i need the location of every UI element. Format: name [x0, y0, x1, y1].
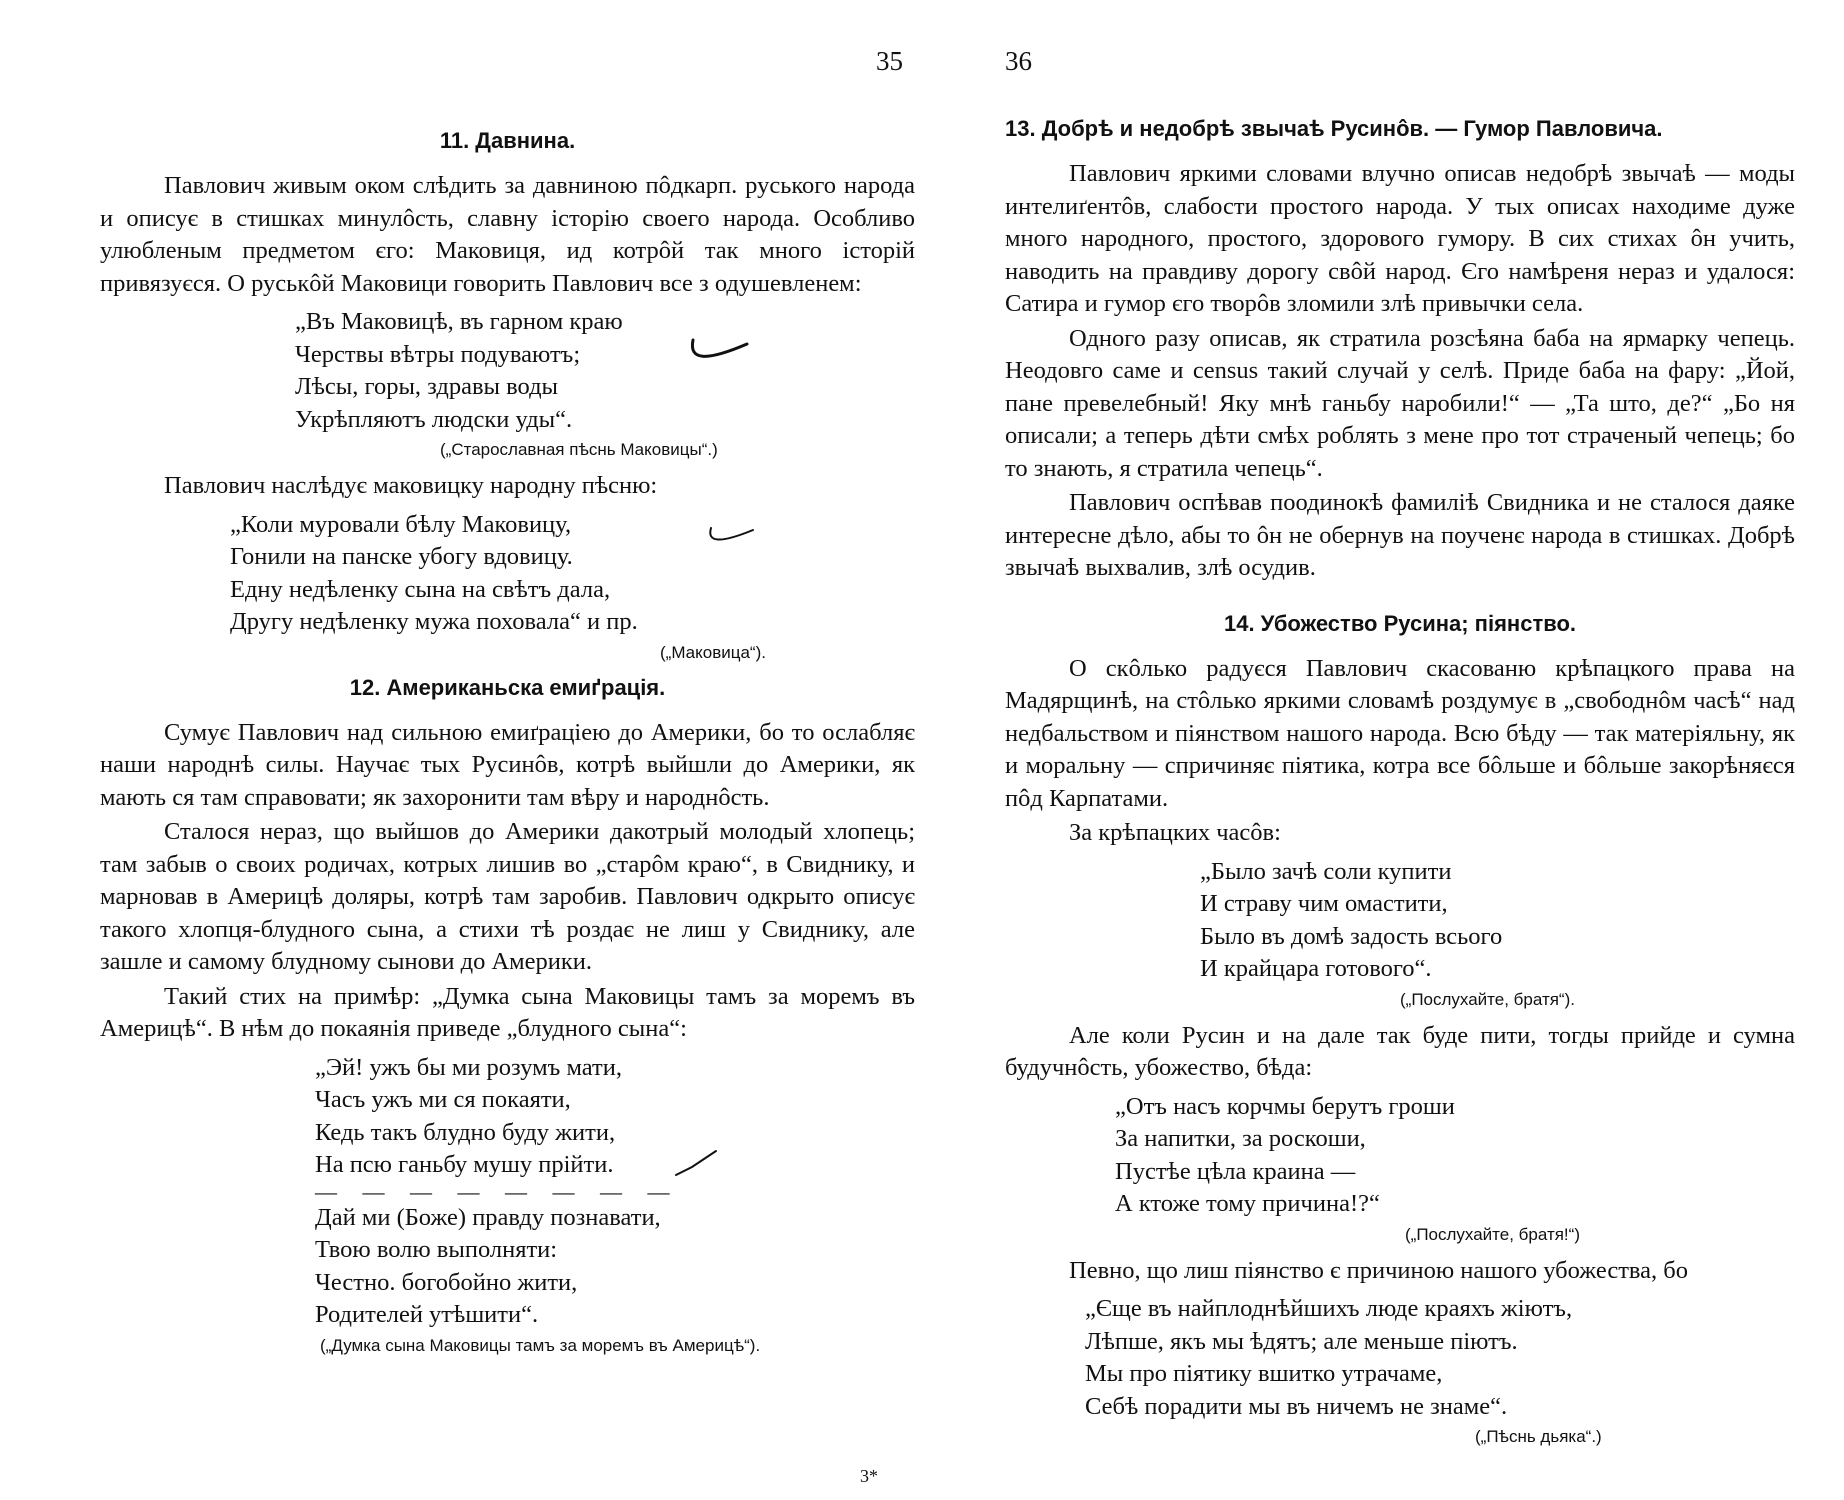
verse-line: „Было зачѣ соли купити [1200, 857, 1452, 885]
verse-line: Едну недѣленку сына на свѣтъ дала, [230, 575, 611, 603]
verse-line: Лѣпше, якъ мы ѣдятъ; але меньше піютъ. [1085, 1327, 1518, 1355]
section-13-paragraph-2: Одного разу описав, як стратила розсѣяна баба на ярмарку чепець. Неодовго саме и census такий случай у селѣ. Приде баба на фару: „Йой, пане превелебный! Яку мнѣ ганьбу наробили!“ — „Та што, де?“ „Бо ня описали; а теперь дѣти смѣх роблять з мене про тот страченый чепець; бо то знають, я стратила чепець“. [1005, 324, 1795, 482]
section-13-title: 13. Добрѣ и недобрѣ звычаѣ Русинôв. — Гумор Павловича. [1005, 116, 1663, 141]
verse-line: Честно. богобойно жити, [315, 1268, 578, 1296]
section-11-citation-2: („Маковица“). [660, 642, 766, 662]
verse-line: Гонили на панске убогу вдовицу. [230, 543, 573, 570]
section-11-verse-1 [295, 306, 915, 436]
pencil-check-mark [670, 1145, 730, 1185]
section-13-paragraph-3: Павлович оспѣвав поодинокѣ фамиліѣ Свидника и не сталося даяке интересне дѣло, абы то ôн не обернув на поученє народа в стишках. Добрѣ звычаѣ выхвалив, злѣ осудив. [1005, 489, 1795, 581]
section-12-verse-1 [315, 1052, 915, 1332]
section-11-verse-2 [230, 509, 915, 639]
section-11-title: 11. Давнина. [439, 128, 576, 153]
left-page [100, 0, 915, 1500]
section-11-paragraph-1: Павлович живым оком слѣдить за давниною пôдкарп. руського народа и описує в стишках минулôсть, славну історію своего народа. Особливо улюбленым предметом єго: Маковиця, ид котрôй так много історій привязуєся. О руськôй Маковици говорить Павлович все з одушевленем: [100, 172, 915, 297]
verse-omission-dashes: — — — — — — — — [315, 1178, 680, 1204]
section-12-paragraph-2: Сталося нераз, що выйшов до Америки дакотрый молодый хлопець; там забыв о своих родичах, котрых лишив во „старôм краю“, в Свиднику, и марновав в Америцѣ доляры, котрѣ там заробив. Павлович одкрыто описує такого хлопця-блудного сына, а стихи тѣ роздає не лиш у Свиднику, але зашле и самому блудному сынови до Америки. [100, 818, 915, 975]
verse-line: Твою волю выполняти: [315, 1236, 558, 1263]
section-12-paragraph-3: Такий стих на примѣр: „Думка сына Маковицы тамъ за моремъ въ Америцѣ“. В нѣм до покаянія приведе „блудного сына“: [100, 982, 915, 1042]
section-14-verse-3 [1085, 1293, 1795, 1423]
section-12-paragraph-1: Сумує Павлович над сильною емиґраціею до Америки, бо то ослабляє наши народнѣ силы. Научає тых Русинôв, котрѣ выйшли до Америки, як мають ся там справовати; як захоронити там вѣру и народнôсть. [100, 718, 915, 811]
verse-line: Часъ ужъ ми ся покаяти, [315, 1086, 571, 1113]
pencil-check-mark [705, 520, 765, 550]
section-14-citation-1: („Послухайте, братя“). [1400, 989, 1575, 1009]
section-14-title: 14. Убожество Русина; піянство. [1223, 610, 1577, 636]
verse-line: Мы про піятику вшитко утрачаме, [1085, 1360, 1443, 1387]
verse-line: „Коли муровали бѣлу Маковицу, [230, 510, 572, 538]
section-14-citation-2: („Послухайте, братя!“) [1405, 1224, 1580, 1244]
section-14-paragraph-2: За крѣпацких часôв: [1069, 819, 1281, 846]
verse-line: И страву чим омастити, [1200, 890, 1448, 917]
verse-line: И крайцара готового“. [1200, 955, 1432, 982]
verse-line: На псю ганьбу мушу прійти. [315, 1151, 614, 1178]
verse-line: Дай ми (Боже) правду познавати, [315, 1203, 661, 1231]
verse-line: Было въ домѣ задость всього [1200, 922, 1503, 950]
verse-line: За напитки, за роскоши, [1115, 1125, 1366, 1152]
section-12-title: 12. Американьска емиґрація. [349, 674, 666, 700]
verse-line: А ктоже тому причина!?“ [1115, 1190, 1380, 1217]
section-14-verse-1 [1200, 856, 1795, 986]
left-page-content [100, 118, 915, 1366]
section-11-citation-1: („Старославная пѣснь Маковицы“.) [440, 440, 718, 459]
verse-line: „Отъ насъ корчмы берутъ гроши [1115, 1092, 1455, 1120]
right-page [1005, 0, 1795, 1500]
section-12-citation: („Думка сына Маковицы тамъ за моремъ въ Америцѣ“). [320, 1335, 761, 1355]
verse-line: Себѣ порадити мы въ ничемъ не знаме“. [1085, 1392, 1508, 1420]
verse-line: „Эй! ужъ бы ми розумъ мати, [315, 1053, 622, 1081]
section-14-paragraph-1: О скôлько радуєся Павлович скасованю крѣпацкого права на Мадярщинѣ, на стôлько яркими словамѣ роздумує в „свободнôм часѣ“ над недбальством и піянством нашого народа. Всю бѣду — так матеріяльну, як и моральну — спричиняє піятика, котра все бôльше и бôльше закорѣняєся пôд Карпатами. [1005, 654, 1795, 812]
pencil-check-mark [685, 330, 755, 370]
section-14-citation-3: („Пѣснь дьяка“.) [1475, 1427, 1602, 1446]
verse-line: Укрѣпляютъ людски уды“. [295, 405, 573, 433]
verse-line: Лѣсы, горы, здравы воды [295, 373, 559, 400]
verse-line: Другу недѣленку мужа поховала“ и пр. [230, 608, 638, 635]
page-number-left: 35 [876, 46, 903, 76]
verse-line: Родителей утѣшити“. [315, 1301, 539, 1328]
verse-line: Пустѣе цѣла краина — [1115, 1157, 1356, 1185]
section-14-paragraph-3: Але коли Русин и на дале так буде пити, тогды прийде и сумна будучнôсть, убожество, бѣда: [1005, 1021, 1795, 1081]
verse-line: Кедь такъ блудно буду жити, [315, 1118, 616, 1146]
right-page-content [1005, 106, 1795, 1457]
page-number-right: 36 [1005, 46, 1032, 76]
signature-mark: 3* [860, 1466, 878, 1486]
verse-line: „Въ Маковицѣ, въ гарном краю [295, 308, 623, 335]
section-13-paragraph-1: Павлович яркими словами влучно описав недобрѣ звычаѣ — моды интелиґентôв, слабости простого народа. У тых описах находиме дуже много народного, простого, здорового гумору. В сих стихах ôн учить, наводить на правдиву дорогу свôй народ. Єго намѣреня нераз и удалося: Сатира и гумор єго творôв зломили злѣ привычки села. [1005, 160, 1795, 317]
verse-line: „Єще въ найплоднѣйшихъ люде краяхъ жіютъ, [1085, 1295, 1573, 1322]
section-14-verse-2 [1115, 1091, 1795, 1221]
section-14-paragraph-4: Певно, що лиш піянство є причиною нашого убожества, бо [1069, 1256, 1689, 1284]
section-11-paragraph-2: Павлович наслѣдує маковицку народну пѣсню: [164, 472, 658, 499]
verse-line: Черствы вѣтры подуваютъ; [295, 340, 581, 368]
